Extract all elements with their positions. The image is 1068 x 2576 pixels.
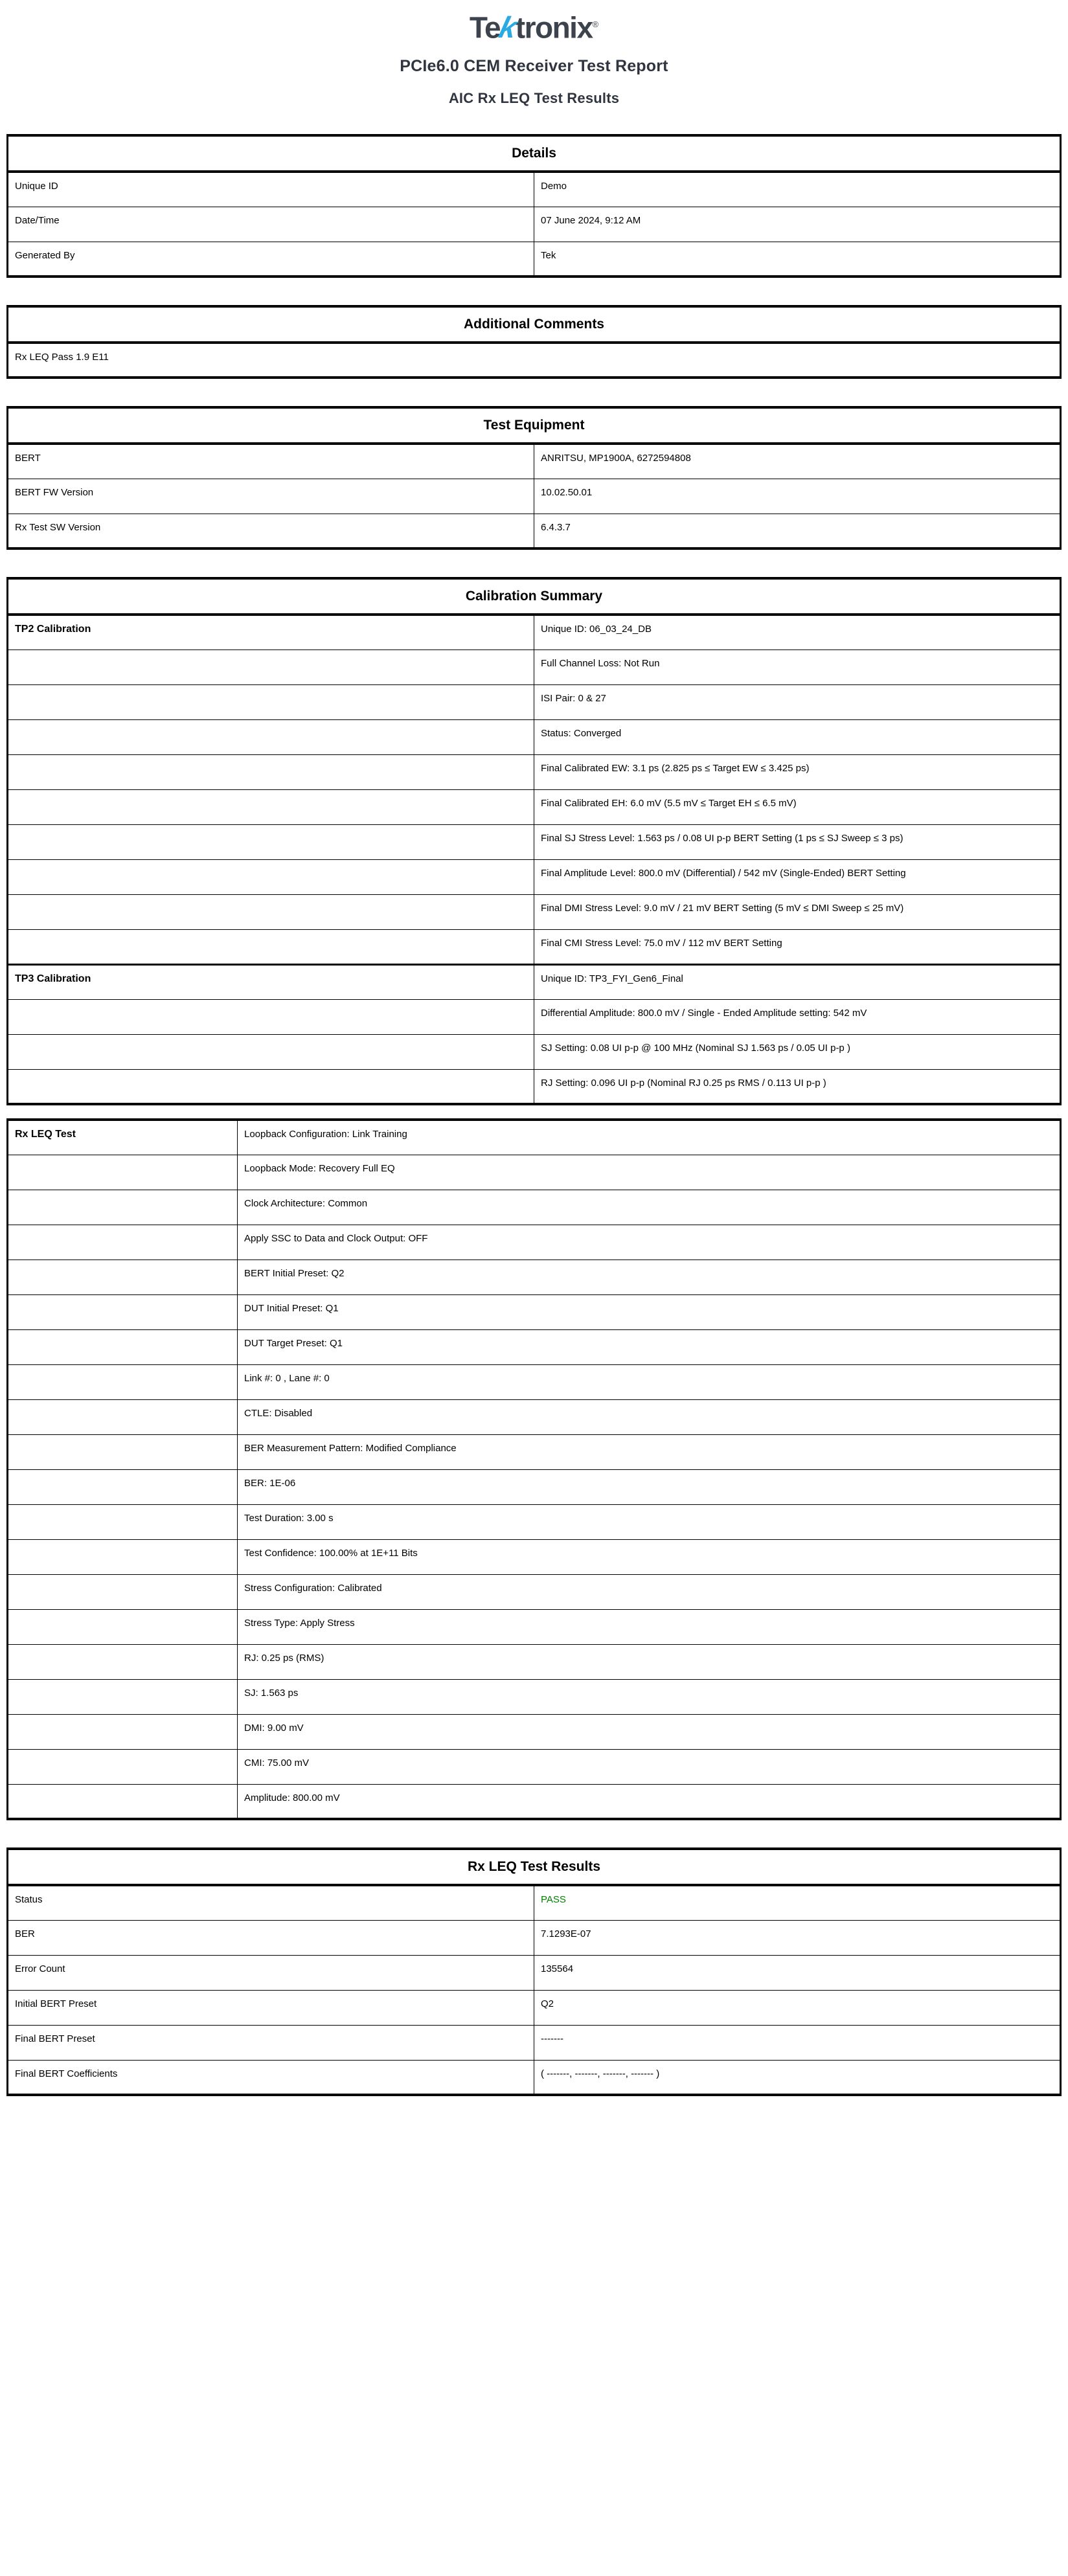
row-label: Final BERT Preset bbox=[8, 2025, 534, 2060]
row-label: Rx Test SW Version bbox=[8, 514, 534, 548]
calibration-summary-section-title: Calibration Summary bbox=[8, 578, 1061, 615]
row-value: Loopback Mode: Recovery Full EQ bbox=[238, 1155, 1061, 1190]
table-row bbox=[8, 1504, 1061, 1539]
additional-comments-section-title: Additional Comments bbox=[8, 306, 1061, 343]
row-label-empty bbox=[8, 754, 534, 789]
row-value: Final Calibrated EW: 3.1 ps (2.825 ps ≤ Target EW ≤ 3.425 ps) bbox=[534, 754, 1061, 789]
table-row bbox=[8, 1885, 1061, 1920]
row-value: Demo bbox=[534, 172, 1061, 207]
row-value: CMI: 75.00 mV bbox=[238, 1749, 1061, 1784]
row-value: Final DMI Stress Level: 9.0 mV / 21 mV BERT Setting (5 mV ≤ DMI Sweep ≤ 25 mV) bbox=[534, 894, 1061, 929]
row-value: Test Confidence: 100.00% at 1E+11 Bits bbox=[238, 1539, 1061, 1574]
details-table bbox=[6, 134, 1062, 278]
table-row bbox=[8, 1955, 1061, 1990]
row-value: Q2 bbox=[534, 1990, 1061, 2025]
row-label-empty bbox=[8, 684, 534, 719]
row-label: Generated By bbox=[8, 242, 534, 277]
row-value: BERT Initial Preset: Q2 bbox=[238, 1260, 1061, 1294]
rx-leq-results-section-title: Rx LEQ Test Results bbox=[8, 1849, 1061, 1885]
table-row bbox=[8, 1609, 1061, 1644]
row-label-empty bbox=[8, 1539, 238, 1574]
row-label-empty bbox=[8, 1679, 238, 1714]
table-row bbox=[8, 1644, 1061, 1679]
row-value: Unique ID: 06_03_24_DB bbox=[534, 615, 1061, 650]
row-label-empty bbox=[8, 929, 534, 964]
row-value: 7.1293E-07 bbox=[534, 1920, 1061, 1955]
row-label-empty bbox=[8, 1294, 238, 1329]
table-row bbox=[8, 1749, 1061, 1784]
table-row bbox=[8, 172, 1061, 207]
row-value: Clock Architecture: Common bbox=[238, 1190, 1061, 1225]
row-value: Final CMI Stress Level: 75.0 mV / 112 mV BERT Setting bbox=[534, 929, 1061, 964]
row-value: SJ: 1.563 ps bbox=[238, 1679, 1061, 1714]
row-label: Initial BERT Preset bbox=[8, 1990, 534, 2025]
table-row bbox=[8, 1990, 1061, 2025]
test-equipment-table bbox=[6, 406, 1062, 550]
table-section-header-row bbox=[8, 578, 1061, 615]
row-value: Amplitude: 800.00 mV bbox=[238, 1784, 1061, 1819]
row-value: Link #: 0 , Lane #: 0 bbox=[238, 1364, 1061, 1399]
row-label-empty bbox=[8, 1329, 238, 1364]
table-row bbox=[8, 2060, 1061, 2095]
table-row bbox=[8, 242, 1061, 277]
row-label-empty bbox=[8, 1749, 238, 1784]
logo-part-2: tronix bbox=[515, 10, 593, 45]
table-row bbox=[8, 2025, 1061, 2060]
table-row bbox=[8, 1469, 1061, 1504]
row-label-empty bbox=[8, 1644, 238, 1679]
row-label-empty bbox=[8, 1574, 238, 1609]
row-value: ------- bbox=[534, 2025, 1061, 2060]
row-value: Stress Configuration: Calibrated bbox=[238, 1574, 1061, 1609]
table-row bbox=[8, 929, 1061, 964]
table-row bbox=[8, 999, 1061, 1034]
table-row bbox=[8, 615, 1061, 650]
table-row bbox=[8, 1225, 1061, 1260]
table-row bbox=[8, 1539, 1061, 1574]
row-value: Unique ID: TP3_FYI_Gen6_Final bbox=[534, 964, 1061, 999]
table-row bbox=[8, 1679, 1061, 1714]
row-label-empty bbox=[8, 1155, 238, 1190]
row-label: Error Count bbox=[8, 1955, 534, 1990]
row-label: BERT FW Version bbox=[8, 479, 534, 514]
row-value: Final Amplitude Level: 800.0 mV (Differential) / 542 mV (Single-Ended) BERT Setting bbox=[534, 859, 1061, 894]
table-row bbox=[8, 894, 1061, 929]
table-row bbox=[8, 1714, 1061, 1749]
row-value: Loopback Configuration: Link Training bbox=[238, 1120, 1061, 1155]
row-value: CTLE: Disabled bbox=[238, 1399, 1061, 1434]
table-row bbox=[8, 1260, 1061, 1294]
status-badge: PASS bbox=[534, 1885, 1061, 1920]
table-row bbox=[8, 1399, 1061, 1434]
row-value: 6.4.3.7 bbox=[534, 514, 1061, 548]
row-value: Status: Converged bbox=[534, 719, 1061, 754]
table-row bbox=[8, 1190, 1061, 1225]
tp3-calibration-label: TP3 Calibration bbox=[8, 964, 534, 999]
row-value: Final Calibrated EH: 6.0 mV (5.5 mV ≤ Target EH ≤ 6.5 mV) bbox=[534, 789, 1061, 824]
row-value: Final SJ Stress Level: 1.563 ps / 0.08 UI p-p BERT Setting (1 ps ≤ SJ Sweep ≤ 3 ps) bbox=[534, 824, 1061, 859]
table-row bbox=[8, 824, 1061, 859]
row-label-empty bbox=[8, 1609, 238, 1644]
row-label-empty bbox=[8, 1504, 238, 1539]
row-value: SJ Setting: 0.08 UI p-p @ 100 MHz (Nominal SJ 1.563 ps / 0.05 UI p-p ) bbox=[534, 1034, 1061, 1069]
row-label-empty bbox=[8, 824, 534, 859]
comment-text: Rx LEQ Pass 1.9 E11 bbox=[8, 343, 1061, 378]
row-label-empty bbox=[8, 1069, 534, 1104]
row-value: DUT Initial Preset: Q1 bbox=[238, 1294, 1061, 1329]
table-row bbox=[8, 1434, 1061, 1469]
row-label: Date/Time bbox=[8, 207, 534, 242]
row-label-empty bbox=[8, 999, 534, 1034]
rx-leq-results-table bbox=[6, 1847, 1062, 2096]
row-label-empty bbox=[8, 650, 534, 684]
page-subtitle: AIC Rx LEQ Test Results bbox=[448, 90, 620, 106]
row-label-empty bbox=[8, 859, 534, 894]
row-value: ISI Pair: 0 & 27 bbox=[534, 684, 1061, 719]
row-label-empty bbox=[8, 1784, 238, 1819]
table-section-header-row bbox=[8, 407, 1061, 444]
row-value: BER: 1E-06 bbox=[238, 1469, 1061, 1504]
row-label-empty bbox=[8, 894, 534, 929]
row-label: Unique ID bbox=[8, 172, 534, 207]
table-row bbox=[8, 343, 1061, 378]
table-row bbox=[8, 684, 1061, 719]
table-section-header-row bbox=[8, 306, 1061, 343]
logo-accent-k: k bbox=[495, 10, 520, 45]
row-value: DMI: 9.00 mV bbox=[238, 1714, 1061, 1749]
row-value: Stress Type: Apply Stress bbox=[238, 1609, 1061, 1644]
table-row bbox=[8, 1784, 1061, 1819]
row-label-empty bbox=[8, 1190, 238, 1225]
row-label-empty bbox=[8, 1260, 238, 1294]
row-label-empty bbox=[8, 719, 534, 754]
row-label: Status bbox=[8, 1885, 534, 1920]
table-row bbox=[8, 650, 1061, 684]
table-row bbox=[8, 1069, 1061, 1104]
row-label-empty bbox=[8, 1034, 534, 1069]
row-label-empty bbox=[8, 1469, 238, 1504]
rx-leq-test-table bbox=[6, 1118, 1062, 1820]
table-section-header-row bbox=[8, 1849, 1061, 1885]
row-label-empty bbox=[8, 1714, 238, 1749]
brand-logo-text bbox=[470, 9, 598, 43]
calibration-summary-table bbox=[6, 577, 1062, 1105]
row-label-empty bbox=[8, 1225, 238, 1260]
table-row bbox=[8, 964, 1061, 999]
logo-part-1: Te bbox=[469, 10, 501, 45]
row-value: 07 June 2024, 9:12 AM bbox=[534, 207, 1061, 242]
table-row bbox=[8, 719, 1061, 754]
table-row bbox=[8, 1155, 1061, 1190]
row-value: Tek bbox=[534, 242, 1061, 277]
table-row bbox=[8, 1920, 1061, 1955]
table-row bbox=[8, 479, 1061, 514]
table-row bbox=[8, 1329, 1061, 1364]
row-label-empty bbox=[8, 1434, 238, 1469]
table-row bbox=[8, 754, 1061, 789]
tp2-calibration-label: TP2 Calibration bbox=[8, 615, 534, 650]
details-section-title: Details bbox=[8, 135, 1061, 172]
row-value: ( -------, -------, -------, ------- ) bbox=[534, 2060, 1061, 2095]
row-value: Test Duration: 3.00 s bbox=[238, 1504, 1061, 1539]
table-row bbox=[8, 1294, 1061, 1329]
row-label: BERT bbox=[8, 444, 534, 479]
row-value: 135564 bbox=[534, 1955, 1061, 1990]
table-row bbox=[8, 1364, 1061, 1399]
row-value: BER Measurement Pattern: Modified Compliance bbox=[238, 1434, 1061, 1469]
registered-trademark-icon: ® bbox=[592, 19, 599, 29]
table-row bbox=[8, 207, 1061, 242]
row-value: Full Channel Loss: Not Run bbox=[534, 650, 1061, 684]
table-row bbox=[8, 859, 1061, 894]
table-row bbox=[8, 514, 1061, 548]
row-label-empty bbox=[8, 789, 534, 824]
row-value: RJ Setting: 0.096 UI p-p (Nominal RJ 0.25 ps RMS / 0.113 UI p-p ) bbox=[534, 1069, 1061, 1104]
row-value: DUT Target Preset: Q1 bbox=[238, 1329, 1061, 1364]
row-label: BER bbox=[8, 1920, 534, 1955]
table-section-header-row bbox=[8, 135, 1061, 172]
table-row bbox=[8, 1574, 1061, 1609]
additional-comments-table bbox=[6, 305, 1062, 379]
table-row bbox=[8, 1034, 1061, 1069]
row-value: Differential Amplitude: 800.0 mV / Single - Ended Amplitude setting: 542 mV bbox=[534, 999, 1061, 1034]
row-value: RJ: 0.25 ps (RMS) bbox=[238, 1644, 1061, 1679]
row-value: 10.02.50.01 bbox=[534, 479, 1061, 514]
row-value: ANRITSU, MP1900A, 6272594808 bbox=[534, 444, 1061, 479]
page-title: PCIe6.0 CEM Receiver Test Report bbox=[400, 57, 668, 75]
row-label-empty bbox=[8, 1364, 238, 1399]
tektronix-logo bbox=[6, 0, 1062, 48]
table-row bbox=[8, 789, 1061, 824]
table-row bbox=[8, 1120, 1061, 1155]
row-value: Apply SSC to Data and Clock Output: OFF bbox=[238, 1225, 1061, 1260]
row-label-empty bbox=[8, 1399, 238, 1434]
table-row bbox=[8, 444, 1061, 479]
test-equipment-section-title: Test Equipment bbox=[8, 407, 1061, 444]
rx-leq-test-label: Rx LEQ Test bbox=[8, 1120, 238, 1155]
row-label: Final BERT Coefficients bbox=[8, 2060, 534, 2095]
